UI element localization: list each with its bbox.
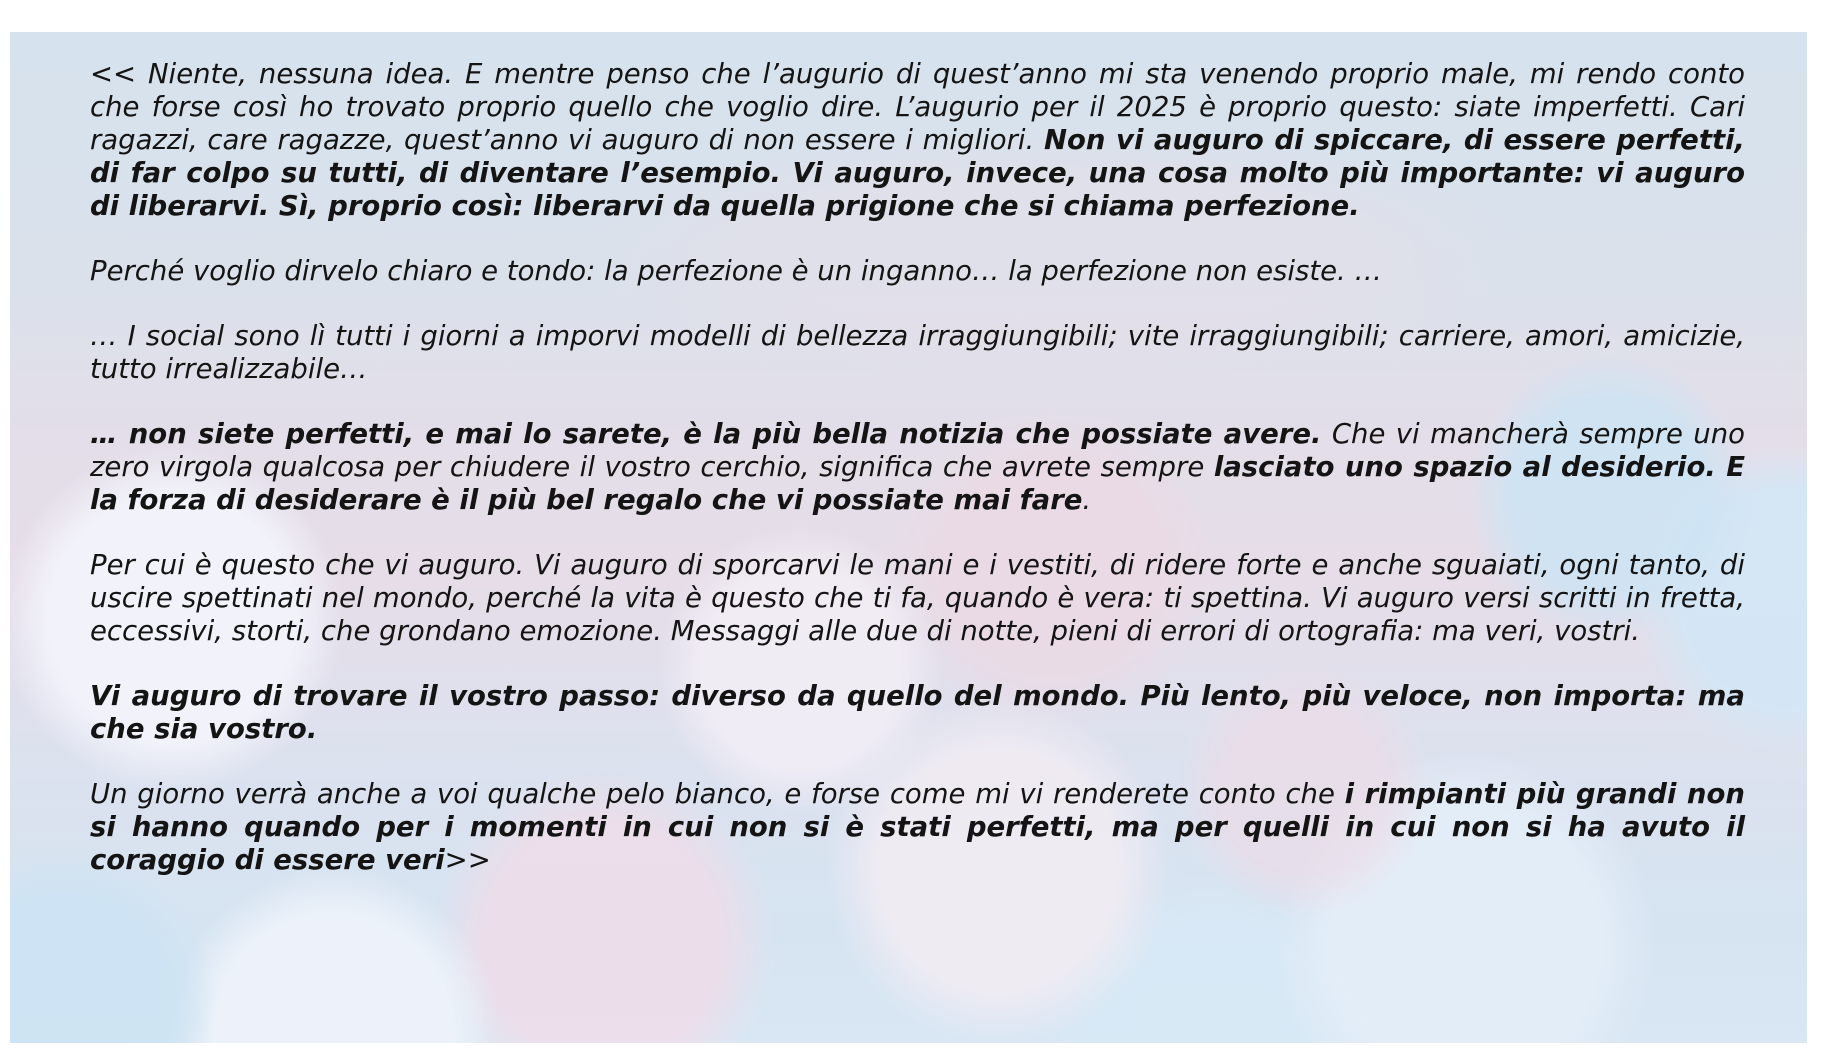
speech-text-block	[90, 58, 1745, 877]
paragraph-4	[90, 418, 1745, 517]
text-segment: Perché voglio dirvelo chiaro e tondo: la perfezione è un inganno… la perfezione non esiste. …	[90, 255, 1383, 287]
paragraph-3	[90, 320, 1745, 386]
bold-text-segment: … non siete perfetti, e mai lo sarete, è la più bella notizia che possiate avere.	[90, 418, 1322, 450]
text-segment: Per cui è questo che vi auguro. Vi auguro di sporcarvi le mani e i vestiti, di ridere forte e anche sguaiati, ogni tanto, di uscire spettinati nel mondo, perché la vita è questo che ti fa, quando è vera: ti spettina. Vi auguro versi scritti in fretta, eccessivi, storti, che grondano emozione. Messaggi alle due di notte, pieni di errori di ortografia: ma veri, vostri.	[90, 549, 1745, 647]
paragraph-6	[90, 680, 1745, 746]
bold-text-segment: Non vi auguro di spiccare, di essere perfetti, di far colpo su tutti, di diventare l’esempio. Vi auguro, invece, una cosa molto più importante: vi auguro di liberarvi. Sì, proprio così: liberarvi da quella prigione che si chiama perfezione.	[90, 124, 1745, 222]
bold-text-segment: i rimpianti più grandi non si hanno quando per i momenti in cui non si è stati perfetti, ma per quelli in cui non si ha avuto il coraggio di essere veri	[90, 778, 1745, 876]
text-segment: Un giorno verrà anche a voi qualche pelo bianco, e forse come mi vi renderete conto che	[90, 778, 1345, 810]
paragraph-5	[90, 549, 1745, 648]
bold-text-segment: Vi auguro di trovare il vostro passo: diverso da quello del mondo. Più lento, più veloce, non importa: ma che sia vostro.	[90, 680, 1745, 745]
paragraph-7	[90, 778, 1745, 877]
slide-background	[10, 32, 1807, 1043]
text-segment: .	[1082, 484, 1092, 516]
paragraph-1	[90, 58, 1745, 223]
text-segment: >>	[444, 844, 491, 876]
text-segment: … I social sono lì tutti i giorni a imporvi modelli di bellezza irraggiungibili; vite irraggiungibili; carriere, amori, amicizie, tutto irrealizzabile…	[90, 320, 1745, 385]
bold-text-segment: lasciato uno spazio al desiderio. E la forza di desiderare è il più bel regalo che vi possiate mai fare	[90, 451, 1746, 516]
paragraph-2	[90, 255, 1745, 288]
text-segment: Che vi mancherà sempre uno zero virgola qualcosa per chiudere il vostro cerchio, significa che avrete sempre	[90, 418, 1745, 483]
text-segment: << Niente, nessuna idea. E mentre penso che l’augurio di quest’anno mi sta venendo proprio male, mi rendo conto che forse così ho trovato proprio quello che voglio dire. L’augurio per il 2025 è proprio questo: siate imperfetti. Cari ragazzi, care ragazze, quest’anno vi auguro di non essere i migliori.	[90, 58, 1745, 156]
